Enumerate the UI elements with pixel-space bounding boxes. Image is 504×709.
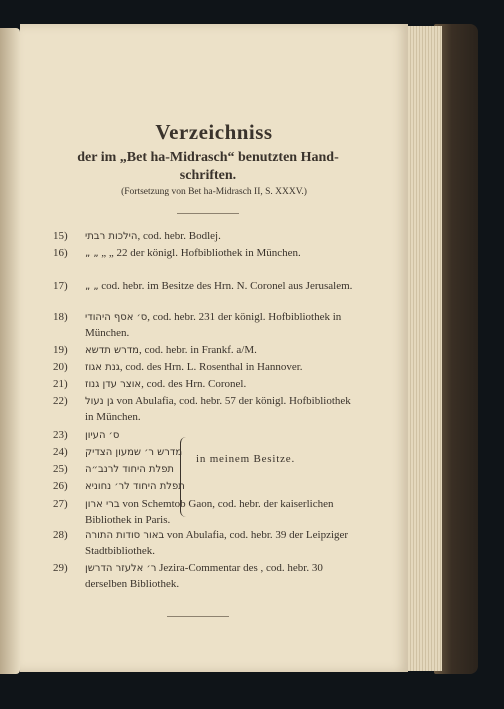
entry-text: Jezira-Commentar des , cod. hebr. 30 derselben Bibliothek. (85, 562, 323, 590)
page-edges (402, 26, 442, 671)
entry-number: 16) (53, 247, 68, 259)
hebrew-title: גן נעול (85, 396, 114, 407)
entry-number: 27) (53, 498, 68, 510)
hebrew-title: ר׳ אלעזר הדרשן (85, 563, 157, 574)
entry-number: 20) (53, 361, 68, 373)
entry-text: von Abulafia, cod. hebr. 39 der Leipziger Stadtbibliothek. (85, 529, 349, 557)
continuation-note: (Fortsetzung von Bet ha-Midrasch II, S. XXXV.) (121, 187, 307, 197)
entry-number: 25) (53, 463, 68, 475)
hebrew-title: גנת אגוז (85, 362, 120, 373)
entry-number: 23) (53, 429, 68, 441)
divider-rule (177, 213, 239, 214)
hebrew-title: ס׳ העיון (85, 430, 120, 441)
entry-number: 15) (53, 230, 68, 242)
entry-text: von Abulafia, cod. hebr. 57 der königl. Hofbibliothek in München. (85, 395, 351, 423)
hebrew-title: ס׳ אסף היהודי (85, 312, 148, 323)
entry-text: , cod. des Hrn. Coronel. (141, 378, 247, 390)
hebrew-title: תפלת היחוד לרנב״ה (85, 464, 175, 475)
hebrew-title: מדרש תדשא (85, 345, 139, 356)
hebrew-title: הילכות רבתי (85, 231, 138, 242)
entry-text: , cod. hebr. 231 der königl. Hofbibliothek in München. (85, 311, 342, 339)
entry-number: 19) (53, 344, 68, 356)
entry-text: , cod. hebr. Bodlej. (137, 230, 221, 242)
book-page (20, 24, 408, 672)
entry-number: 22) (53, 395, 68, 407)
entry-text: „ „ 22 der königl. Hofbibliothek in München. (101, 247, 301, 259)
bottom-divider-rule (167, 616, 229, 617)
entry-number: 26) (53, 480, 68, 492)
page-subtitle: der im „Bet ha-Midrasch“ benutzten Handschriften. (77, 150, 339, 183)
hebrew-title: „ „ (85, 248, 99, 259)
entry-number: 28) (53, 529, 68, 541)
hebrew-title: באור סודות התורה (85, 530, 165, 541)
entry-number: 29) (53, 562, 68, 574)
entry-number: 17) (53, 280, 68, 292)
entry-text: von Schemtob Gaon, cod. hebr. der kaiserlichen Bibliothek in Paris. (85, 498, 334, 526)
entry-number: 21) (53, 378, 68, 390)
hebrew-title: ברי ארון (85, 499, 120, 510)
entry-text: cod. hebr. im Besitze des Hrn. N. Coronel aus Jerusalem. (101, 280, 353, 292)
page-title: Verzeichniss (155, 120, 273, 144)
entry-number: 18) (53, 311, 68, 323)
brace-label: in meinem Besitze. (196, 453, 296, 465)
hebrew-title: מדרש ר׳ שמעון הצדיק (85, 447, 183, 458)
hebrew-title: „ „ (85, 281, 99, 292)
hebrew-title: תפלת היחוד לר׳ נחוניא (85, 481, 185, 492)
entry-text: , cod. des Hrn. L. Rosenthal in Hannover. (119, 361, 303, 373)
entry-text: , cod. hebr. in Frankf. a/M. (138, 344, 257, 356)
left-page-edge (0, 28, 20, 674)
entry-number: 24) (53, 446, 68, 458)
hebrew-title: אוצר עדן גנוז (85, 379, 142, 390)
